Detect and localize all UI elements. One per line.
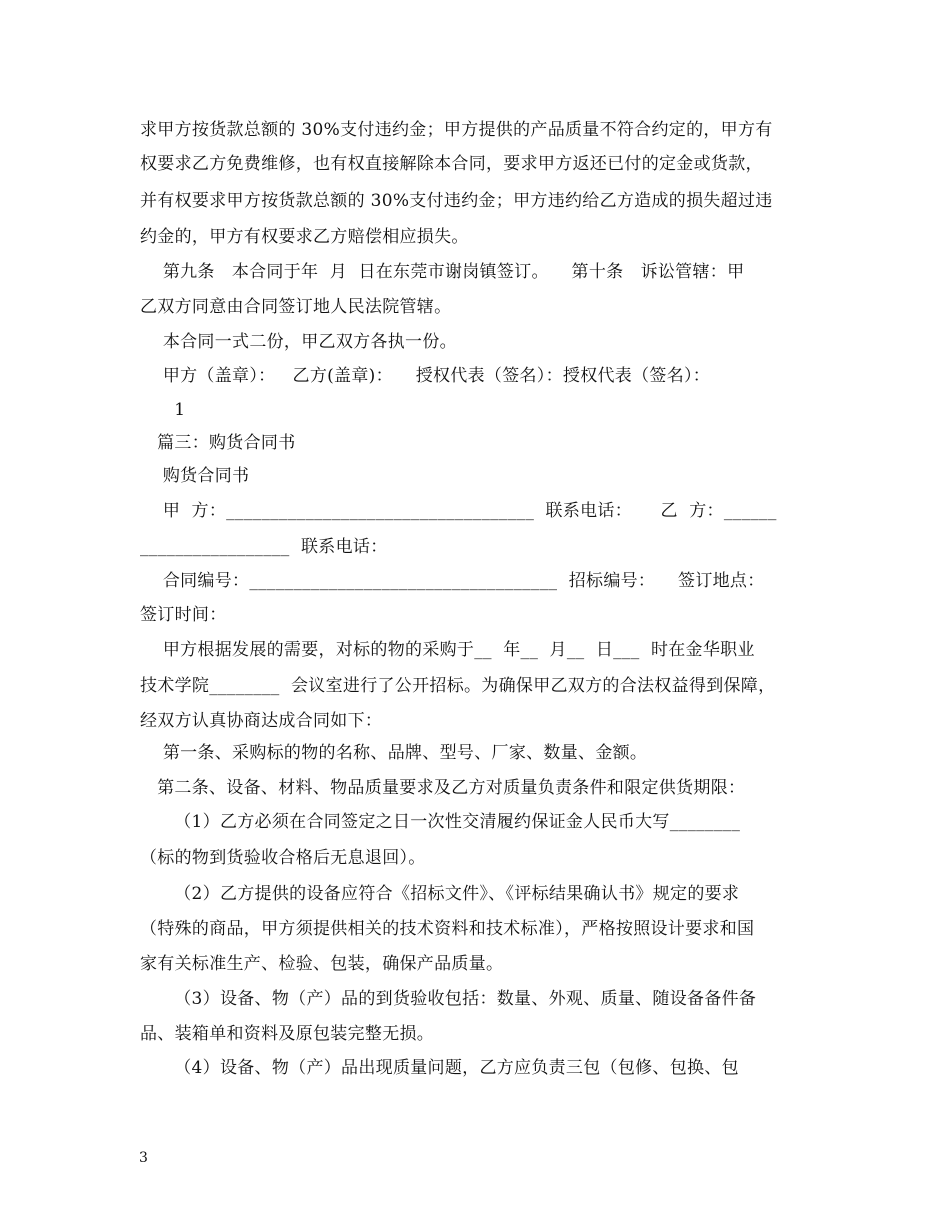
text-line: 技术学院________ 会议室进行了公开招标。为确保甲乙双方的合法权益得到保障， <box>140 676 776 696</box>
page-number: 3 <box>139 1150 148 1166</box>
text-line: 签订时间： <box>140 605 227 625</box>
text-line: 第九条 本合同于年 月 日在东莞市谢岗镇签订。 第十条 诉讼管辖：甲 <box>140 262 745 282</box>
text-line: 乙双方同意由合同签订地人民法院管辖。 <box>140 297 452 317</box>
text-line: （1）乙方必须在合同签定之日一次性交清履约保证金人民币大写________ <box>140 812 741 832</box>
text-line: 第二条、设备、材料、物品质量要求及乙方对质量负责条件和限定供货期限： <box>140 778 746 798</box>
text-line: （4）设备、物（产）品出现质量问题，乙方应负责三包（包修、包换、包 <box>140 1058 739 1078</box>
text-line: 品、装箱单和资料及原包装完整无损。 <box>140 1024 435 1044</box>
text-line: 经双方认真协商达成合同如下： <box>140 711 383 731</box>
text-line: 约金的，甲方有权要求乙方赔偿相应损失。 <box>140 227 469 247</box>
text-line: （3）设备、物（产）品的到货验收包括：数量、外观、质量、随设备备件备 <box>140 989 757 1009</box>
text-line: （2）乙方提供的设备应符合《招标文件》、《评标结果确认书》规定的要求 <box>140 884 740 904</box>
text-line: （特殊的商品，甲方须提供相关的技术资料和技术标准），严格按照设计要求和国 <box>140 919 755 939</box>
text-line: 并有权要求甲方按货款总额的 30%支付违约金；甲方违约给乙方造成的损失超过违 <box>140 191 773 211</box>
document-title: 购货合同书 <box>140 466 250 486</box>
text-line: （标的物到货验收合格后无息退回）。 <box>140 848 426 868</box>
text-line: _________________ 联系电话： <box>140 537 388 557</box>
text-line: 本合同一式二份，甲乙双方各执一份。 <box>140 332 457 352</box>
text-line: 权要求乙方免费维修，也有权直接解除本合同，要求甲方返还已付的定金或货款， <box>140 154 763 174</box>
text-line: 甲方（盖章）： 乙方(盖章)： 授权代表（签名）：授权代表（签名）： <box>140 366 711 386</box>
text-line: 合同编号：___________________________________ 招标编号： 签订地点： <box>140 571 765 591</box>
text-line: 家有关标准生产、检验、包装，确保产品质量。 <box>140 954 504 974</box>
section-heading: 篇三：购货合同书 <box>140 433 296 453</box>
text-line: 甲方根据发展的需要，对标的物的采购于__ 年__ 月__ 日___ 时在金华职业 <box>140 640 755 660</box>
text-line: 1 <box>140 400 186 420</box>
text-line: 第一条、采购标的物的名称、品牌、型号、厂家、数量、金额。 <box>140 743 648 763</box>
text-line: 求甲方按货款总额的 30%支付违约金；甲方提供的产品质量不符合约定的，甲方有 <box>140 120 773 140</box>
text-line: 甲 方：___________________________________ 联系电话： 乙 方：______ <box>140 501 777 521</box>
